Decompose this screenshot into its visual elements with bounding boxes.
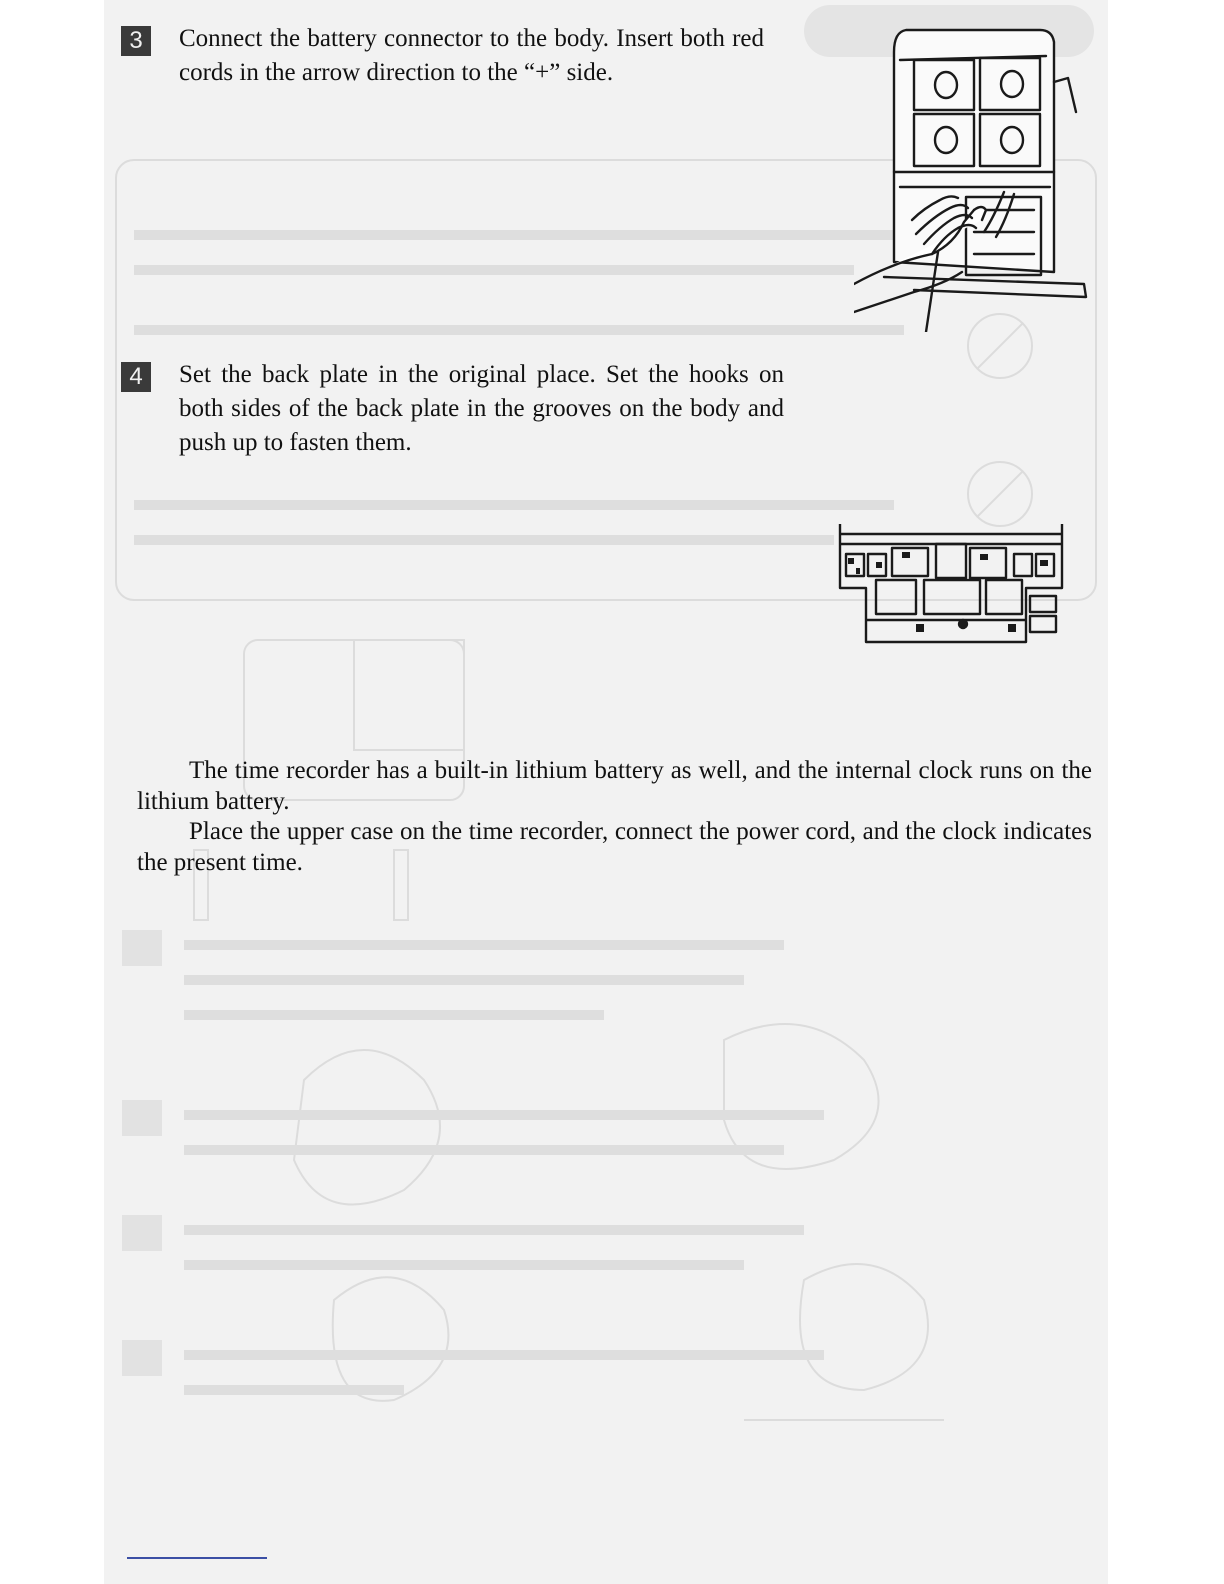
step-instruction-text: Connect the battery connector to the body. Insert both red cords in the arrow direction to the “+” side. xyxy=(179,25,764,86)
battery-connector-illustration xyxy=(854,22,1094,332)
step-instruction-text: Set the back plate in the original place. Set the hooks on both sides of the back plate in the grooves on the body and push up to fasten them. xyxy=(179,361,784,456)
battery-paragraph: The time recorder has a built-in lithium battery as well, and the internal clock runs on the lithium battery. xyxy=(137,757,1092,815)
step-number-badge: 3 xyxy=(121,26,151,56)
clock-paragraph: Place the upper case on the time recorder, connect the power cord, and the clock indicates the present time. xyxy=(137,818,1092,876)
manual-page xyxy=(104,0,1108,1584)
footer-rule xyxy=(127,1557,267,1559)
back-plate-illustration xyxy=(830,518,1075,653)
step-number-badge: 4 xyxy=(121,362,151,392)
